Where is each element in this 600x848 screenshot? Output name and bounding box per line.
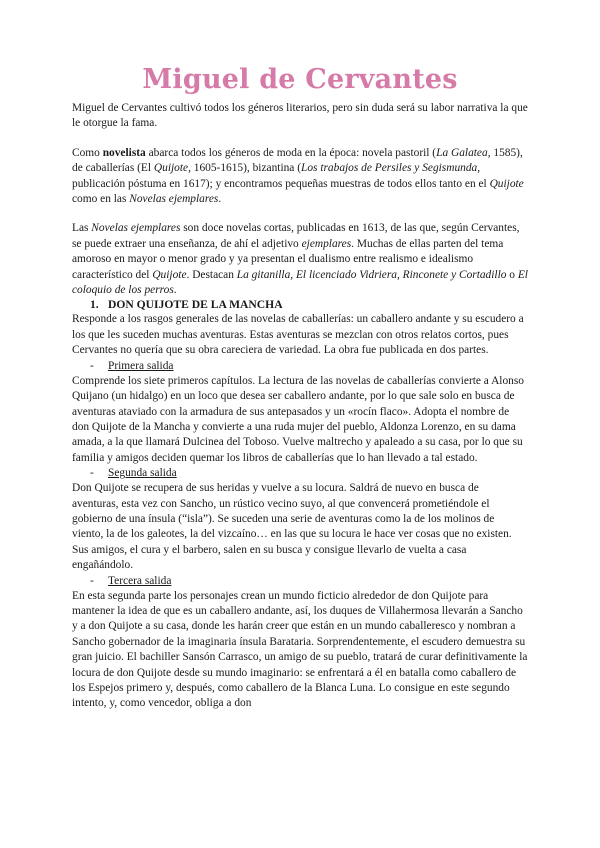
subheading-tercera-salida: - Tercera salida bbox=[90, 574, 172, 587]
section-intro-paragraph: Responde a los rasgos generales de las novelas de caballerías: un caballero andante y su escudero a los que les suceden muchas aventuras. Estas aventuras se mezclan con otros relatos cortos, pues Cervantes no quería que su obra careciera de variedad. La obra fue publicada en dos partes. bbox=[72, 313, 524, 357]
segunda-salida-paragraph: Don Quijote se recupera de sus heridas y vuelve a su locura. Saldrá de nuevo en busca de aventuras, esta vez con Sancho, un rústico vecino suyo, al que convencerá prometiéndole el gobierno de una ínsula (“isla”). Se suceden una serie de aventuras como la de los molinos de viento, la de los galeotes, la del vizcaíno… en las que su locura le hace ver cosas que no existen. Sus amigos, el cura y el barbero, salen en su busca y consigue llevarlo de vuelta a casa engañándolo. bbox=[72, 482, 512, 572]
intro-paragraph: Miguel de Cervantes cultivó todos los géneros literarios, pero sin duda será su labor narrativa la que le otorgue la fama. bbox=[72, 102, 528, 130]
subheading-segunda-salida: - Segunda salida bbox=[90, 467, 177, 480]
novelist-paragraph: Como novelista abarca todos los géneros de moda en la época: novela pastoril (La Galatea, 1585), de caballerías (El Quijote, 1605-1615), bizantina (Los trabajos de Persiles y Segismunda, publicación póstuma en 1617); y encontramos pequeñas muestras de todos ellos tanto en el Quijote como en las Novelas ejemplares. bbox=[72, 146, 524, 206]
page-title: Miguel de Cervantes bbox=[142, 64, 458, 95]
tercera-salida-paragraph: En esta segunda parte los personajes crean un mundo ficticio alrededor de don Quijote para mantener la idea de que es un caballero andante, así, los duques de Villahermosa llevarán a Sancho y a don Quijote a su casa, donde les harán creer que están en un mundo caballeresco y nombran a Sancho gobernador de la imaginaria ínsula Barataria. Sorprendentemente, el escudero demuestra su gran juicio. El bachiller Sansón Carrasco, un amigo de su pueblo, tratará de curar definitivamente la locura de don Quijote desde su mundo imaginario: se enfrentará a él en batalla como caballero de los Espejos primero y, después, como caballero de la Blanca Luna. Lo consigue en este segundo intento, y, como vencedor, obliga a don bbox=[72, 589, 528, 710]
subheading-primera-salida: - Primera salida bbox=[90, 359, 174, 372]
novelista-bold: novelista bbox=[102, 146, 146, 159]
section-heading-quijote bbox=[72, 298, 528, 312]
section-number: 1. bbox=[90, 298, 99, 312]
section-heading-text: DON QUIJOTE DE LA MANCHA bbox=[108, 298, 283, 312]
primera-salida-paragraph: Comprende los siete primeros capítulos. La lectura de las novelas de caballerías convierte a Alonso Quijano (un hidalgo) en un loco que desea ser caballero andante, por lo que sale solo en busca de aventuras ataviado con la armadura de sus antepasados y un «rocín flaco». Adopta el nombre de don Quijote de la Mancha y convierte a una ruda mujer del pueblo, Aldonza Lorenzo, en su dama amada, a la que llamará Dulcinea del Toboso. Vuelve maltrecho y apaleado a su casa, por lo que su familia y amigos deciden quemar los libros de caballerías que lo han llevado a tal estado. bbox=[72, 374, 524, 464]
novelas-ejemplares-paragraph: Las Novelas ejemplares son doce novelas cortas, publicadas en 1613, de las que, según Cervantes, se puede extraer una enseñanza, de ahí el adjetivo ejemplares. Muchas de ellas parten del tema amoroso en mayor o menor grado y ya presentan el dualismo entre realismo e idealismo característico del Quijote. Destacan La gitanilla, El licenciado Vidriera, Rinconete y Cortadillo o El coloquio de los perros. bbox=[72, 222, 528, 297]
